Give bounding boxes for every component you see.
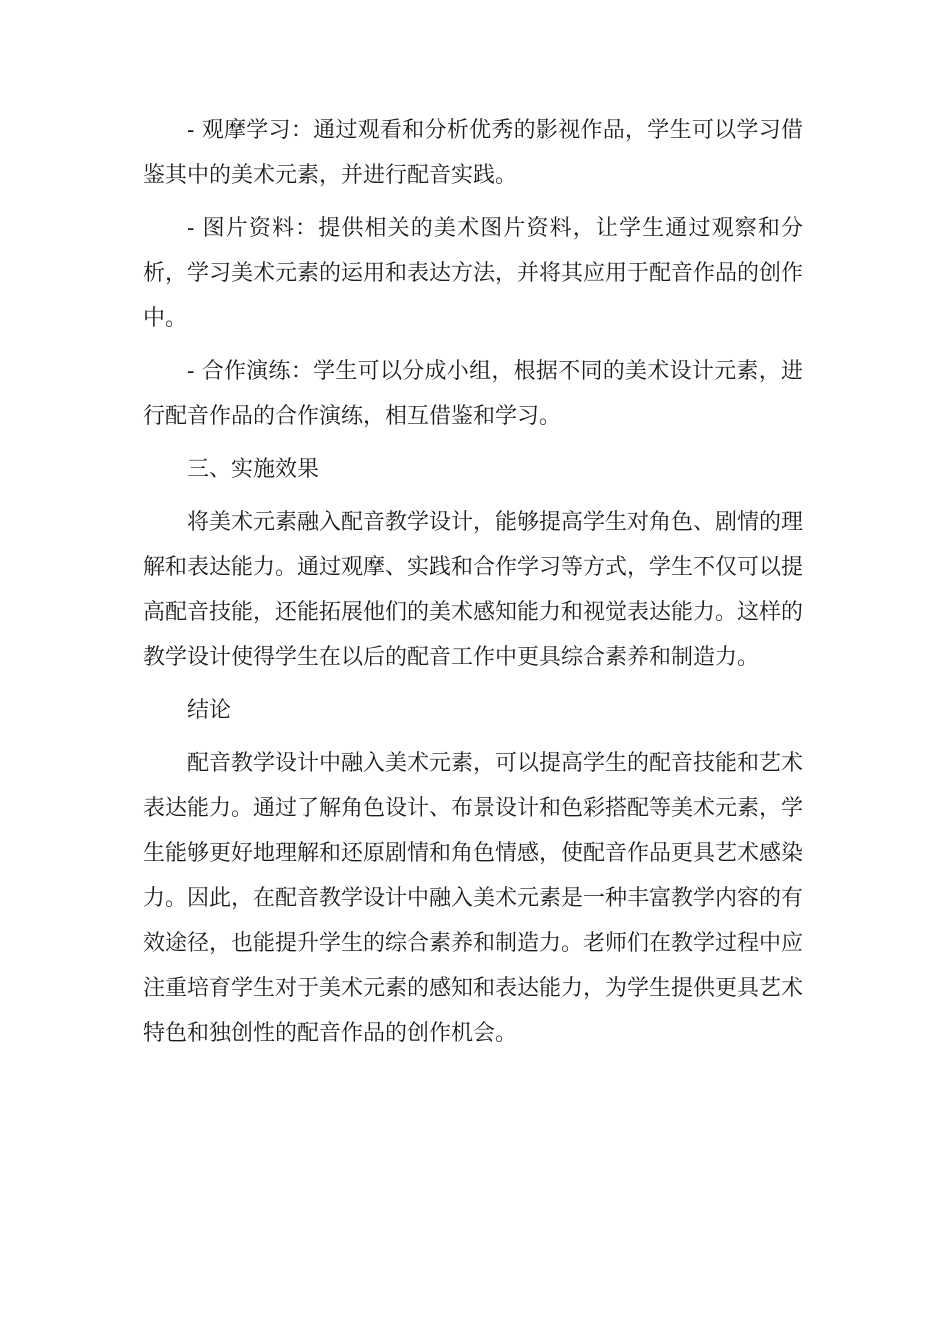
document-body [143, 108, 803, 1064]
paragraph-implementation-effect: 将美术元素融入配音教学设计，能够提高学生对角色、剧情的理解和表达能力。通过观摩、实践和合作学习等方式，学生不仅可以提高配音技能，还能拓展他们的美术感知能力和视觉表达能力。这样的教学设计使得学生在以后的配音工作中更具综合素养和制造力。 [143, 510, 804, 670]
list-item-observation: - 观摩学习：通过观看和分析优秀的影视作品，学生可以学习借鉴其中的美术元素，并进行配音实践。 [143, 118, 803, 188]
list-item-cooperative-practice: - 合作演练：学生可以分成小组，根据不同的美术设计元素，进行配音作品的合作演练，相互借鉴和学习。 [143, 359, 803, 429]
section-heading-conclusion: 结论 [187, 698, 232, 723]
list-item-picture-materials: - 图片资料：提供相关的美术图片资料，让学生通过观察和分析，学习美术元素的运用和表达方法，并将其应用于配音作品的创作中。 [143, 216, 804, 331]
paragraph-conclusion: 配音教学设计中融入美术元素，可以提高学生的配音技能和艺术表达能力。通过了解角色设计、布景设计和色彩搭配等美术元素，学生能够更好地理解和还原剧情和角色情感，使配音作品更具艺术感染力。因此，在配音教学设计中融入美术元素是一种丰富教学内容的有效途径，也能提升学生的综合素养和制造力。老师们在教学过程中应注重培育学生对于美术元素的感知和表达能力，为学生提供更具艺术特色和独创性的配音作品的创作机会。 [143, 751, 804, 1046]
section-heading-implementation-effect: 三、实施效果 [187, 457, 320, 482]
